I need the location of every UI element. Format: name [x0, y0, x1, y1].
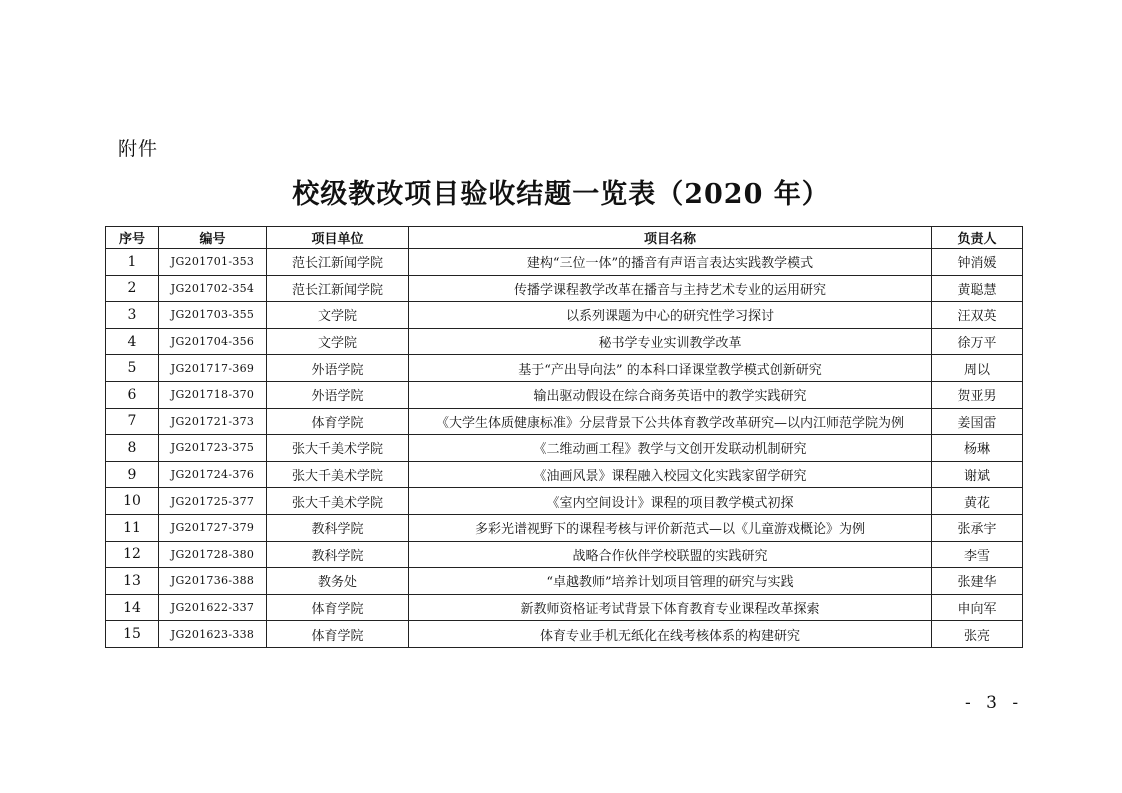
header-unit: 项目单位	[267, 227, 409, 249]
cell-no: 10	[106, 488, 159, 515]
page-number: - 3 -	[965, 693, 1024, 713]
table-row	[106, 355, 1023, 382]
cell-unit: 体育学院	[267, 408, 409, 435]
cell-leader: 钟消媛	[932, 249, 1023, 276]
table-row	[106, 621, 1023, 648]
cell-code: JG201725-377	[159, 488, 267, 515]
cell-unit: 文学院	[267, 328, 409, 355]
cell-no: 8	[106, 435, 159, 462]
table-row	[106, 514, 1023, 541]
cell-name: 以系列课题为中心的研究性学习探讨	[409, 302, 932, 329]
cell-code: JG201728-380	[159, 541, 267, 568]
cell-code: JG201703-355	[159, 302, 267, 329]
table-row	[106, 461, 1023, 488]
cell-name: 传播学课程教学改革在播音与主持艺术专业的运用研究	[409, 275, 932, 302]
cell-name: “卓越教师”培养计划项目管理的研究与实践	[409, 568, 932, 595]
table-row	[106, 594, 1023, 621]
cell-name: 基于“产出导向法” 的本科口译课堂教学模式创新研究	[409, 355, 932, 382]
cell-no: 9	[106, 461, 159, 488]
cell-unit: 张大千美术学院	[267, 461, 409, 488]
cell-no: 4	[106, 328, 159, 355]
header-code: 编号	[159, 227, 267, 249]
cell-leader: 周以	[932, 355, 1023, 382]
cell-code: JG201723-375	[159, 435, 267, 462]
project-table	[105, 226, 1023, 648]
cell-code: JG201623-338	[159, 621, 267, 648]
cell-no: 1	[106, 249, 159, 276]
cell-leader: 杨琳	[932, 435, 1023, 462]
cell-no: 6	[106, 381, 159, 408]
cell-leader: 张承宇	[932, 514, 1023, 541]
cell-unit: 体育学院	[267, 621, 409, 648]
cell-code: JG201736-388	[159, 568, 267, 595]
document-title: 校级教改项目验收结题一览表（2020 年）	[292, 179, 830, 210]
cell-name: 《油画风景》课程融入校园文化实践家留学研究	[409, 461, 932, 488]
cell-leader: 谢斌	[932, 461, 1023, 488]
table-body	[106, 249, 1023, 648]
cell-code: JG201717-369	[159, 355, 267, 382]
cell-no: 15	[106, 621, 159, 648]
cell-code: JG201701-353	[159, 249, 267, 276]
cell-name: 《二维动画工程》教学与文创开发联动机制研究	[409, 435, 932, 462]
cell-leader: 黄花	[932, 488, 1023, 515]
table-row	[106, 302, 1023, 329]
table-row	[106, 275, 1023, 302]
cell-code: JG201721-373	[159, 408, 267, 435]
attachment-label: 附件	[118, 138, 159, 160]
cell-leader: 张亮	[932, 621, 1023, 648]
table-row	[106, 568, 1023, 595]
cell-unit: 范长江新闻学院	[267, 249, 409, 276]
cell-unit: 教务处	[267, 568, 409, 595]
cell-name: 新教师资格证考试背景下体育教育专业课程改革探索	[409, 594, 932, 621]
cell-leader: 张建华	[932, 568, 1023, 595]
cell-no: 2	[106, 275, 159, 302]
cell-no: 14	[106, 594, 159, 621]
cell-name: 战略合作伙伴学校联盟的实践研究	[409, 541, 932, 568]
header-leader: 负责人	[932, 227, 1023, 249]
table-row	[106, 328, 1023, 355]
cell-leader: 姜国雷	[932, 408, 1023, 435]
cell-name: 《大学生体质健康标准》分层背景下公共体育教学改革研究—以内江师范学院为例	[409, 408, 932, 435]
cell-unit: 教科学院	[267, 541, 409, 568]
header-name: 项目名称	[409, 227, 932, 249]
cell-no: 5	[106, 355, 159, 382]
cell-code: JG201622-337	[159, 594, 267, 621]
cell-code: JG201727-379	[159, 514, 267, 541]
cell-no: 12	[106, 541, 159, 568]
cell-leader: 汪双英	[932, 302, 1023, 329]
cell-name: 《室内空间设计》课程的项目教学模式初探	[409, 488, 932, 515]
table-header-row	[106, 227, 1023, 249]
cell-unit: 外语学院	[267, 381, 409, 408]
cell-unit: 张大千美术学院	[267, 488, 409, 515]
table-row	[106, 488, 1023, 515]
cell-unit: 外语学院	[267, 355, 409, 382]
table-row	[106, 435, 1023, 462]
cell-no: 11	[106, 514, 159, 541]
cell-leader: 李雪	[932, 541, 1023, 568]
cell-name: 体育专业手机无纸化在线考核体系的构建研究	[409, 621, 932, 648]
cell-no: 7	[106, 408, 159, 435]
cell-code: JG201704-356	[159, 328, 267, 355]
cell-no: 13	[106, 568, 159, 595]
cell-unit: 体育学院	[267, 594, 409, 621]
cell-name: 建构“三位一体”的播音有声语言表达实践教学模式	[409, 249, 932, 276]
cell-unit: 张大千美术学院	[267, 435, 409, 462]
table-row	[106, 408, 1023, 435]
cell-name: 输出驱动假设在综合商务英语中的教学实践研究	[409, 381, 932, 408]
cell-code: JG201718-370	[159, 381, 267, 408]
cell-no: 3	[106, 302, 159, 329]
cell-leader: 贺亚男	[932, 381, 1023, 408]
cell-name: 多彩光谱视野下的课程考核与评价新范式—以《儿童游戏概论》为例	[409, 514, 932, 541]
cell-unit: 范长江新闻学院	[267, 275, 409, 302]
cell-leader: 徐万平	[932, 328, 1023, 355]
table-row	[106, 381, 1023, 408]
cell-code: JG201724-376	[159, 461, 267, 488]
cell-name: 秘书学专业实训教学改革	[409, 328, 932, 355]
header-no: 序号	[106, 227, 159, 249]
cell-leader: 申向军	[932, 594, 1023, 621]
cell-leader: 黄聪慧	[932, 275, 1023, 302]
table-row	[106, 249, 1023, 276]
cell-code: JG201702-354	[159, 275, 267, 302]
table-row	[106, 541, 1023, 568]
cell-unit: 文学院	[267, 302, 409, 329]
cell-unit: 教科学院	[267, 514, 409, 541]
